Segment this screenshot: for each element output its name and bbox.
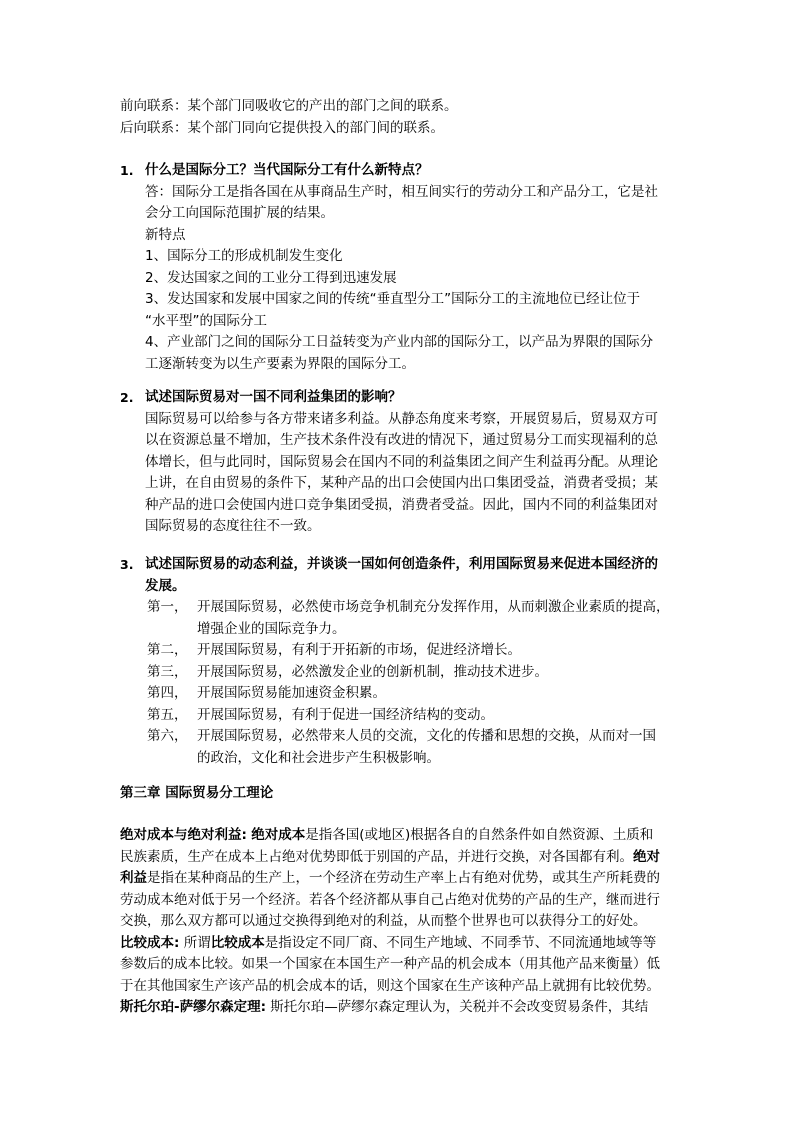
- question-2-title: 试述国际贸易对一国不同利益集团的影响？: [145, 389, 402, 405]
- definition-text: 是指各国(或地区)根据各自的自然条件如自然资源、土质和: [305, 827, 654, 843]
- question-1: [120, 160, 680, 375]
- comparative-cost-line: 参数后的成本比较。如果一个国家在本国生产一种产品的机会成本（用其他产品来衡量）低: [120, 956, 660, 972]
- stolper-samuelson-line: [120, 997, 680, 1019]
- absolute-cost-term: 绝对成本与绝对利益:: [120, 827, 247, 843]
- list-item-line: 开展国际贸易，必然使市场竞争机制充分发挥作用，从而刺激企业素质的提高，: [197, 599, 670, 615]
- list-item-text: [197, 683, 681, 705]
- answer-line: 体增长，但与此同时，国际贸易会在国内不同的利益集团之间产生利益再分配。从理论: [145, 453, 658, 470]
- definitions-section: [120, 825, 680, 1019]
- comparative-cost-term: 比较成本:: [120, 934, 180, 951]
- question-2: [120, 387, 680, 538]
- definition-text: 民族素质，生产在成本上占绝对优势即低于别国的产品，并进行交换，对各国都有利。: [120, 848, 633, 865]
- answer-line: 答：国际分工是指各国在从事商品生产时，相互间实行的劳动分工和产品分工，它是社: [145, 183, 658, 200]
- definition-text: 斯托尔珀—萨缪尔森定理认为，关税并不会改变贸易条件，其结: [266, 999, 649, 1015]
- list-item: [120, 705, 680, 727]
- forward-linkage-definition: 前向联系：某个部门同吸收它的产出的部门之间的联系。: [120, 98, 458, 114]
- backward-linkage-definition: 后向联系：某个部门同向它提供投入的部门间的联系。: [120, 119, 444, 136]
- list-item: [120, 726, 680, 769]
- answer-line: “水平型”的国际分工: [145, 312, 267, 329]
- question-1-number: 1.: [120, 163, 134, 178]
- list-item-line: 开展国际贸易能加速资金积累。: [197, 685, 386, 701]
- list-item-label: 第五，: [147, 706, 188, 723]
- list-item-text: [197, 640, 681, 662]
- list-item-text: [197, 662, 681, 684]
- answer-line: 新特点: [145, 226, 186, 243]
- list-item-line: 增强企业的国际竞争力。: [197, 620, 346, 637]
- answer-line: 种产品的进口会使国内进口竞争集团受损，消费者受益。因此，国内不同的利益集团对: [145, 496, 658, 513]
- list-item-label: 第四，: [147, 685, 188, 701]
- absolute-benefit-term: 绝对: [633, 848, 660, 865]
- list-item-label: 第六，: [147, 728, 188, 744]
- comparative-cost-line: 于在其他国家生产该产品的机会成本的话，则这个国家在生产该种产品上就拥有比较优势。: [120, 977, 660, 994]
- list-item-text: [197, 597, 681, 640]
- absolute-cost-line: 劳动成本绝对低于另一个经济。若各个经济都从事自己占绝对优势的产品的生产，继而进行: [120, 891, 660, 908]
- list-item-line: 开展国际贸易，必然带来人员的交流，文化的传播和思想的交换，从而对一国: [197, 728, 656, 744]
- question-3-heading: [120, 554, 680, 597]
- answer-line: 会分工向国际范围扩展的结果。: [145, 205, 334, 221]
- question-3-title-line: 发展。: [145, 577, 186, 594]
- stolper-samuelson-term: 斯托尔珀-萨缪尔森定理:: [120, 999, 267, 1015]
- question-3-title-line: 试述国际贸易的动态利益，并谈谈一国如何创造条件，利用国际贸易来促进本国经济的: [145, 556, 658, 572]
- question-2-heading: [120, 387, 680, 409]
- answer-line: 以在资源总量不增加，生产技术条件没有改进的情况下，通过贸易分工而实现福利的总: [145, 432, 658, 448]
- list-item: [120, 597, 680, 640]
- answer-line: 2、发达国家之间的工业分工得到迅速发展: [145, 269, 397, 286]
- answer-line: 3、发达国家和发展中国家之间的传统“垂直型分工”国际分工的主流地位已经让位于: [145, 291, 641, 307]
- list-item: [120, 683, 680, 705]
- list-item-text: [197, 705, 681, 727]
- chapter-heading: [120, 783, 680, 805]
- question-2-answer: [145, 409, 680, 538]
- question-2-number: 2.: [120, 390, 134, 405]
- answer-line: 国际贸易的态度往往不一致。: [145, 518, 321, 534]
- absolute-cost-line: [120, 868, 680, 890]
- answer-line: 工逐渐转变为以生产要素为界限的国际分工。: [145, 355, 415, 372]
- answer-line: 上讲，在自由贸易的条件下，某种产品的出口会使国内出口集团受益，消费者受损；某: [145, 475, 658, 491]
- list-item-line: 开展国际贸易，有利于促进一国经济结构的变动。: [197, 706, 494, 723]
- list-item-line: 开展国际贸易，必然激发企业的创新机制，推动技术进步。: [197, 663, 548, 680]
- list-item-label: 第三，: [147, 663, 188, 680]
- definition-text: 是指在某种商品的生产上，一个经济在劳动生产率上占有绝对优势，或其生产所耗费的: [147, 870, 660, 886]
- question-3-list: [120, 597, 680, 769]
- list-item-line: 的政治，文化和社会进步产生积极影响。: [197, 749, 440, 766]
- list-item: [120, 662, 680, 684]
- list-item-text: [197, 726, 681, 769]
- definition-text: 是指设定不同厂商、不同生产地域、不同季节、不同流通地域等等: [264, 934, 657, 951]
- absolute-cost-term-2: 绝对成本: [251, 827, 306, 843]
- definition-text: 所谓: [179, 934, 211, 951]
- question-1-title: 什么是国际分工？当代国际分工有什么新特点？: [145, 162, 429, 178]
- answer-line: 4、产业部门之间的国际分工日益转变为产业内部的国际分工，以产品为界限的国际分: [145, 334, 654, 350]
- comparative-cost-term-2: 比较成本: [210, 934, 265, 951]
- question-1-answer: [145, 182, 680, 376]
- question-1-heading: [120, 160, 680, 182]
- absolute-benefit-term-2: 利益: [120, 870, 147, 886]
- chapter-title: 第三章 国际贸易分工理论: [120, 785, 274, 801]
- answer-line: 国际贸易可以给参与各方带来诸多利益。从静态角度来考察，开展贸易后，贸易双方可: [145, 410, 658, 427]
- absolute-cost-line: 交换，那么双方都可以通过交换得到绝对的利益，从而整个世界也可以获得分工的好处。: [120, 913, 647, 929]
- list-item: [120, 640, 680, 662]
- intro-section: [120, 96, 680, 139]
- list-item-label: 第二，: [147, 642, 188, 658]
- question-3-number: 3.: [120, 557, 134, 572]
- list-item-line: 开展国际贸易，有利于开拓新的市场，促进经济增长。: [197, 642, 521, 658]
- absolute-cost-line: [120, 825, 680, 847]
- list-item-label: 第一，: [147, 599, 188, 615]
- question-3: [120, 554, 680, 769]
- absolute-cost-line: [120, 847, 680, 869]
- answer-line: 1、国际分工的形成机制发生变化: [145, 248, 343, 264]
- comparative-cost-line: [120, 933, 680, 955]
